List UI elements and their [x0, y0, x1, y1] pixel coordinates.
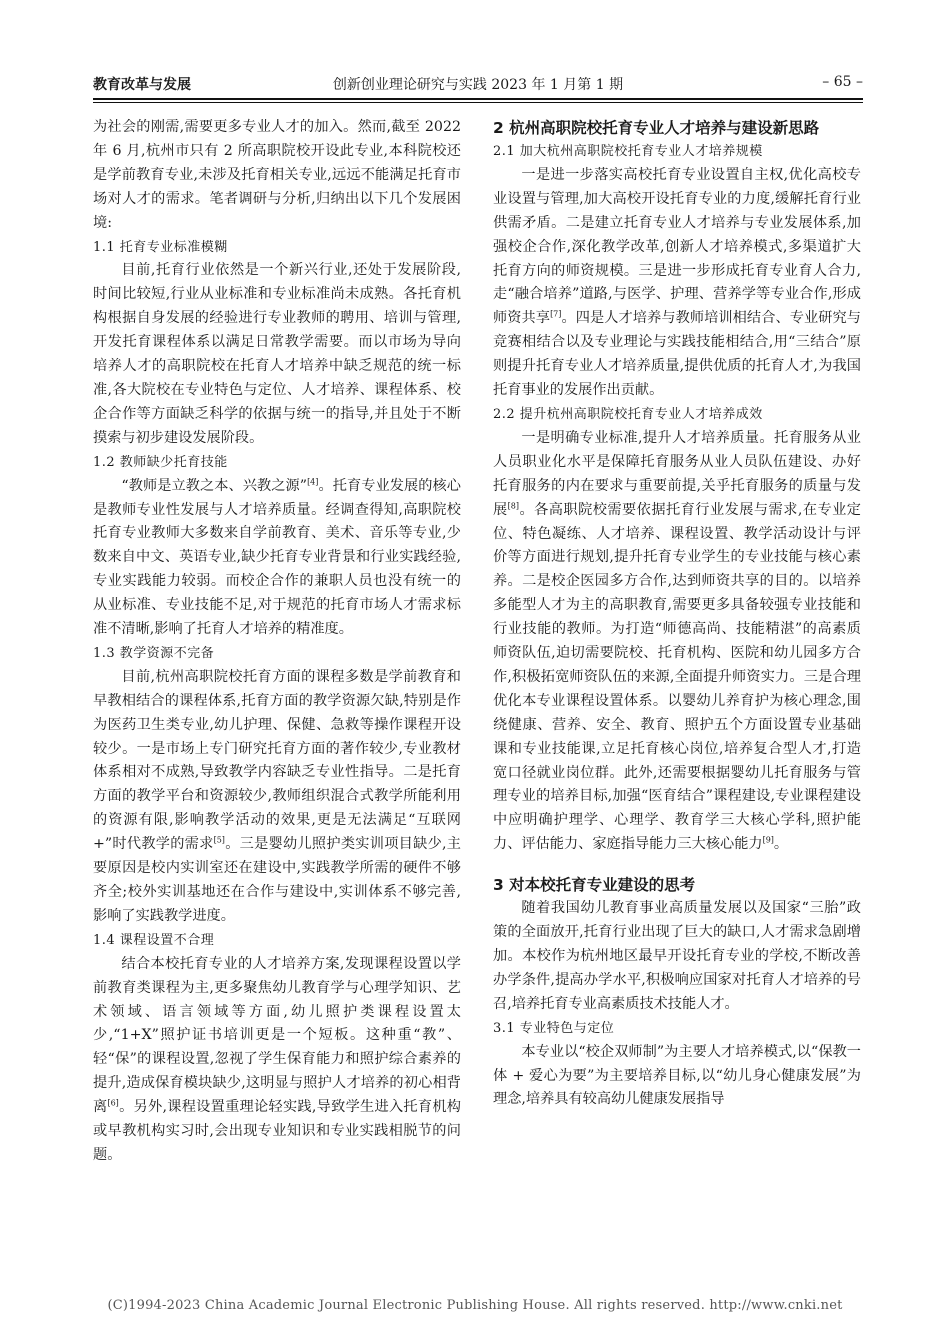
text-run: 。托育专业发展的核心是教师专业性发展与人才培养质量。经调查得知,高职院校托育专业教师大多数来自学前教育、美术、音乐等专业,少数来自中文、英语专业,缺少托育专业背景和行业实践经验,专业实践能力较弱。而校企合作的兼职人员也没有统一的从业标准、专业技能不足,对于规范的托育市场人才需求标准不清晰,影响了托育人才培养的精准度。 [93, 477, 461, 638]
running-header [93, 70, 863, 96]
paragraph-2-1 [493, 164, 861, 403]
text-run: 。各高职院校需要依据托育行业发展与需求,在专业定位、特色凝练、人才培养、课程设置、教学活动设计与评价等方面进行规划,提升托育专业学生的专业技能与核心素养。二是校企医园多方合作,达到师资共享的目的。以培养多能型人才为主的高职教育,需要更多具备较强专业技能和行业技能的教师。为打造“师德高尚、技能精湛”的高素质师资队伍,迫切需要院校、托育机构、医院和幼儿园多方合作,积极拓宽师资队伍的来源,全面提升师资实力。三是合理优化本专业课程设置体系。以婴幼儿养育护为核心理念,围绕健康、营养、安全、教育、照护五个方面设置专业基础课和专业技能课,立足托育核心岗位,培养复合型人才,打造宽口径就业岗位群。此外,还需要根据婴幼儿托育服务与管理专业的培养目标,加强“医育结合”课程建设,专业课程建设中应明确护理学、心理学、教育学三大核心学科,照护能力、评估能力、家庭指导能力三大核心能力 [493, 501, 861, 853]
header-rule-thin [93, 102, 863, 103]
journal-title: 创新创业理论研究与实践 2023 年 1 月第 1 期 [332, 77, 624, 93]
header-rule-thick [93, 98, 863, 100]
citation-ref: [7] [550, 309, 562, 319]
citation-ref: [8] [507, 500, 519, 510]
left-column [93, 116, 461, 1168]
right-column [493, 116, 861, 1112]
heading-3-1: 3.1 专业特色与定位 [493, 1020, 615, 1036]
text-run: 。另外,课程设置重理论轻实践,导致学生进入托育机构或早教机构实习时,会出现专业知识和专业实践相脱节的问题。 [93, 1099, 461, 1163]
text-run: “教师是立教之本、兴教之源” [121, 477, 308, 494]
paragraph-3-1: 本专业以“校企双师制”为主要人才培养模式,以“保教一体 + 爱心为要”为主要培养目标,以“幼儿身心健康发展”为理念,培养具有较高幼儿健康发展指导 [493, 1043, 861, 1108]
paragraph-2-2 [493, 427, 861, 857]
heading-1-3: 1.3 教学资源不完备 [93, 645, 215, 661]
paragraph-1-2 [93, 475, 461, 642]
heading-2: 2 杭州高职院校托育专业人才培养与建设新思路 [493, 119, 820, 137]
text-run: 结合本校托育专业的人才培养方案,发现课程设置以学前教育类课程为主,更多聚焦幼儿教育学与心理学知识、艺术领域、语言领域等方面,幼儿照护类课程设置太少,“1+X”照护证书培训更是一个短板。这种重“教”、轻“保”的课程设置,忽视了学生保育能力和照护综合素养的提升,造成保育模块缺少,这明显与照护人才培养的初心相背离 [93, 955, 461, 1116]
text-run: 。四是人才培养与教师培训相结合、专业研究与竞赛相结合以及专业理论与实践技能相结合,用“三结合”原则提升托育专业人才培养质量,提供优质的托育人才,为我国托育事业的发展作出贡献。 [493, 310, 861, 399]
paragraph-intro: 为社会的刚需,需要更多专业人才的加入。然而,截至 2022 年 6 月,杭州市只有 2 所高职院校开设此专业,本科院校还是学前教育专业,未涉及托育相关专业,远远不能满足托育市场对人才的需求。笔者调研与分析,归纳出以下几个发展困境: [93, 119, 461, 231]
text-run: 。 [773, 836, 789, 853]
heading-1-4: 1.4 课程设置不合理 [93, 932, 215, 948]
page-number: – 65 – [822, 74, 863, 90]
copyright-footer: (C)1994-2023 China Academic Journal Electronic Publishing House. All rights reserved. http://www.cnki.net [107, 1298, 843, 1313]
text-run: 一是进一步落实高校托育专业设置自主权,优化高校专业设置与管理,加大高校开设托育专业的力度,缓解托育行业供需矛盾。二是建立托育专业人才培养与专业发展体系,加强校企合作,深化教学改革,创新人才培养模式,多渠道扩大托育方向的师资规模。三是进一步形成托育专业育人合力,走“融合培养”道路,与医学、护理、营养学等专业合作,形成师资共享 [493, 166, 861, 327]
paragraph-1-1: 目前,托育行业依然是一个新兴行业,还处于发展阶段,时间比较短,行业从业标准和专业标准尚未成熟。各托育机构根据自身发展的经验进行专业教师的聘用、培训与管理,开发托育课程体系以满足日常教学需要。而以市场为导向培养人才的高职院校在托育人才培养中缺乏规范的统一标准,各大院校在专业特色与定位、人才培养、课程体系、校企合作等方面缺乏科学的依据与统一的指导,并且处于不断摸索与初步建设发展阶段。 [93, 262, 461, 446]
heading-1-1: 1.1 托育专业标准模糊 [93, 239, 228, 255]
text-run: 目前,杭州高职院校托育方面的课程多数是学前教育和早教相结合的课程体系,托育方面的教学资源欠缺,特别是作为医药卫生类专业,幼儿护理、保健、急救等操作课程开设较少。一是市场上专门研究托育方面的著作较少,专业教材体系相对不成熟,导致教学内容缺乏专业性指导。二是托育方面的教学平台和资源较少,教师组织混合式教学所能利用的资源有限,影响教学活动的效果,更是无法满足“互联网 +”时代教学的需求 [93, 668, 461, 853]
heading-2-2: 2.2 提升杭州高职院校托育专业人才培养成效 [493, 406, 763, 422]
citation-ref: [6] [107, 1098, 119, 1108]
citation-ref: [5] [213, 835, 225, 845]
text-run: 一是明确专业标准,提升人才培养质量。托育服务从业人员职业化水平是保障托育服务从业人员队伍建设、办好托育服务的内在要求与重要前提,关乎托育服务的质量与发展 [493, 429, 861, 518]
paragraph-3: 随着我国幼儿教育事业高质量发展以及国家“三胎”政策的全面放开,托育行业出现了巨大的缺口,人才需求急剧增加。本校作为杭州地区最早开设托育专业的学校,不断改善办学条件,提高办学水平,积极响应国家对托育人才培养的号召,培养托育专业高素质技术技能人才。 [493, 900, 861, 1012]
heading-3: 3 对本校托育专业建设的思考 [493, 876, 696, 895]
text-run: 。三是婴幼儿照护类实训项目缺少,主要原因是校内实训室还在建设中,实践教学所需的硬件不够齐全;校外实训基地还在合作与建设中,实训体系不够完善,影响了实践教学进度。 [93, 836, 461, 924]
paragraph-1-3 [93, 666, 461, 929]
citation-ref: [9] [762, 835, 774, 845]
heading-2-1: 2.1 加大杭州高职院校托育专业人才培养规模 [493, 144, 763, 159]
heading-1-2: 1.2 教师缺少托育技能 [93, 454, 228, 470]
journal-section: 教育改革与发展 [93, 77, 191, 93]
citation-ref: [4] [307, 476, 319, 486]
paragraph-1-4 [93, 953, 461, 1168]
